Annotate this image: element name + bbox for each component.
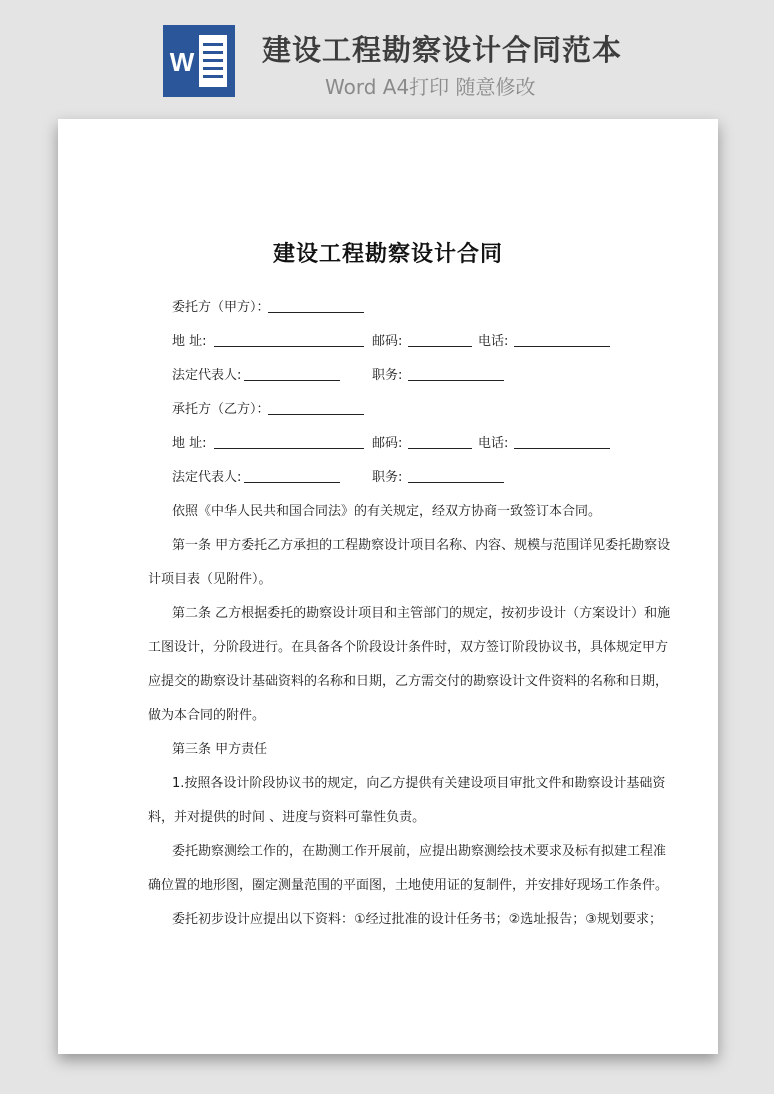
party-b-name-field[interactable] [268,414,364,415]
party-b-postcode-field[interactable] [408,448,472,449]
party-a-name-field[interactable] [268,312,364,313]
party-a-phone-field[interactable] [514,346,610,347]
body-line: 应提交的勘察设计基础资料的名称和日期，乙方需交付的勘察设计文件资料的名称和日期， [148,674,669,689]
body-line: 依照《中华人民共和国合同法》的有关规定，经双方协商一致签订本合同。 [172,504,602,519]
body-line: 第一条 甲方委托乙方承担的工程勘察设计项目名称、内容、规模与范围详见委托勘察设 [172,538,671,553]
party-a-position-label: 职务: [372,368,403,383]
body-line: 做为本合同的附件。 [148,708,266,723]
body-line: 第二条 乙方根据委托的勘察设计项目和主管部门的规定，按初步设计（方案设计）和施 [172,606,671,621]
party-b-address-label: 地 址: [172,436,207,451]
party-a-address-field[interactable] [214,346,364,347]
header-title: 建设工程勘察设计合同范本 [262,33,623,67]
document-title: 建设工程勘察设计合同 [272,242,503,267]
party-a-postcode-field[interactable] [408,346,472,347]
party-a-postcode-label: 邮码: [372,334,403,349]
party-a-address-label: 地 址: [172,334,207,349]
party-a-label: 委托方（甲方）： [172,300,270,315]
body-line: 委托初步设计应提出以下资料：①经过批准的设计任务书；②选址报告；③规划要求； [172,912,662,927]
party-b-position-field[interactable] [408,482,504,483]
body-line: 确位置的地形图，圈定测量范围的平面图，土地使用证的复制件，并安排好现场工作条件。 [148,878,669,893]
party-b-phone-label: 电话: [478,436,509,451]
body-line: 料，并对提供的时间 、进度与资料可靠性负责。 [148,810,426,825]
body-line: 委托勘察测绘工作的，在勘测工作开展前，应提出勘察测绘技术要求及标有拟建工程准 [172,844,667,859]
party-b-address-field[interactable] [214,448,364,449]
party-b-position-label: 职务: [372,470,403,485]
header [0,0,774,110]
party-b-rep-field[interactable] [244,482,340,483]
party-b-label: 承托方（乙方）： [172,402,270,417]
party-b-postcode-label: 邮码: [372,436,403,451]
party-b-rep-label: 法定代表人: [172,470,242,485]
party-b-phone-field[interactable] [514,448,610,449]
header-subtitle: Word A4打印 随意修改 [325,75,536,99]
party-a-position-field[interactable] [408,380,504,381]
body-line: 1.按照各设计阶段协议书的规定，向乙方提供有关建设项目审批文件和勘察设计基础资 [172,776,666,791]
document-page [58,119,718,1054]
word-icon-letter: W [169,47,195,77]
party-a-rep-field[interactable] [244,380,340,381]
body-line: 工图设计，分阶段进行。在具备各个阶段设计条件时，双方签订阶段协议书，具体规定甲方 [148,640,669,655]
body-line: 第三条 甲方责任 [172,742,268,757]
party-a-phone-label: 电话: [478,334,509,349]
word-icon [163,25,235,97]
body-line: 计项目表（见附件）。 [148,572,272,587]
party-a-rep-label: 法定代表人: [172,368,242,383]
